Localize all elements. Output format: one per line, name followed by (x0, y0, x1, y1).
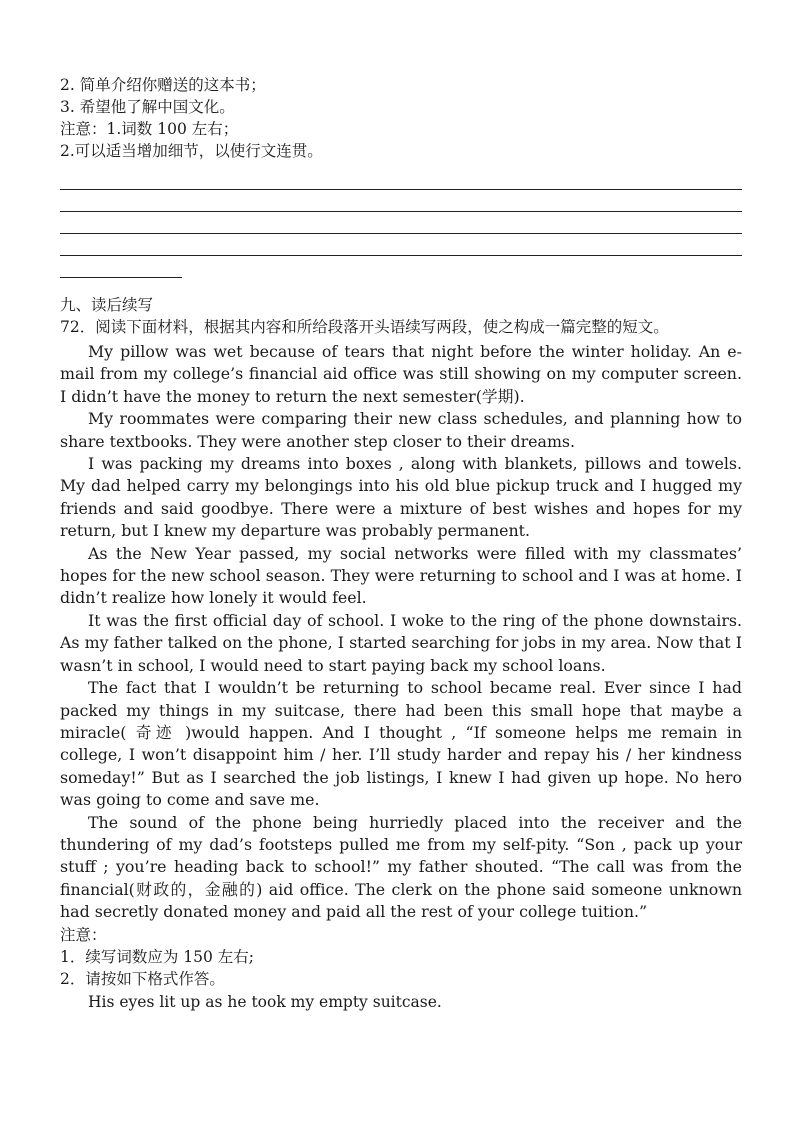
question-prompt: 72．阅读下面材料，根据其内容和所给段落开头语续写两段，使之构成一篇完整的短文。 (60, 318, 669, 336)
writing-lines (60, 168, 742, 278)
task-note-details: 2.可以适当增加细节，以使行文连贯。 (60, 142, 323, 160)
note-word-count: 1．续写词数应为 150 左右; (60, 947, 255, 966)
passage-paragraph: My pillow was wet because of tears that night before the winter holiday. An e-mail from my college’s financial aid office was still showing on my computer screen. I didn’t have the money to return the next semester(学期). (60, 342, 742, 406)
answer-line-short (60, 256, 182, 278)
passage-paragraph: The fact that I wouldn’t be returning to school became real. Ever since I had packed my things in my suitcase, there had been this small hope that maybe a miracle( 奇迹 )would happen. And I thought , “If someone helps me remain in college, I won’t disappoint him / her. I’ll study harder and repay his / her kindness someday!” But as I searched the job listings, I knew I had given up hope. No hero was going to come and save me. (60, 678, 742, 810)
task-note-word-count: 注意：1.词数 100 左右； (60, 120, 239, 138)
continuation-opening-sentence: His eyes lit up as he took my empty suitcase. (88, 992, 442, 1011)
passage-paragraph: As the New Year passed, my social networks were filled with my classmates’ hopes for the new school season. They were returning to school and I was at home. I didn’t realize how lonely it would feel. (60, 543, 742, 608)
notes-label: 注意： (60, 925, 107, 944)
passage-paragraph: I was packing my dreams into boxes , along with blankets, pillows and towels. My dad helped carry my belongings into his old blue pickup truck and I hugged my friends and said goodbye. There were a mixture of best wishes and hopes for my return, but I knew my departure was probably permanent. (60, 454, 742, 541)
passage-paragraph: My roommates were comparing their new class schedules, and planning how to share textbooks. They were another step closer to their dreams. (60, 409, 742, 451)
note-format: 2．请按如下格式作答。 (60, 970, 225, 989)
task-point-2: 2. 简单介绍你赠送的这本书； (60, 76, 266, 94)
answer-line (60, 190, 742, 212)
passage-paragraph: The sound of the phone being hurriedly placed into the receiver and the thundering of my dad’s footsteps pulled me from my self-pity. “Son , pack up your stuff ; you’re heading back to school!” my father shouted. “The call was from the financial(财政的，金融的) aid office. The clerk on the phone said someone unknown had secretly donated money and paid all the rest of your college tuition.” (60, 812, 742, 922)
answer-line (60, 234, 742, 256)
reading-passage (60, 341, 742, 924)
passage-paragraph: It was the first official day of school. I woke to the ring of the phone downstairs. As my father talked on the phone, I started searching for jobs in my area. Now that I wasn’t in school, I would need to start paying back my school loans. (60, 610, 742, 675)
task-point-3: 3. 希望他了解中国文化。 (60, 98, 235, 116)
answer-line (60, 168, 742, 190)
section-title: 九、读后续写 (60, 296, 154, 314)
answer-line (60, 212, 742, 234)
document-page (60, 74, 742, 1013)
